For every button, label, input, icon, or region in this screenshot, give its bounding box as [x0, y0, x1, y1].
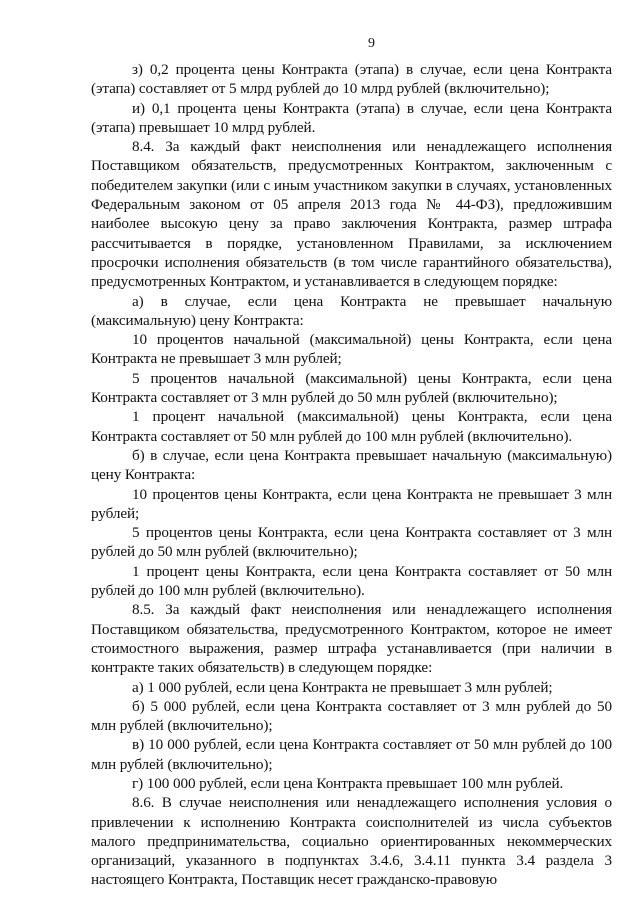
- page-number: 9: [368, 36, 375, 51]
- clause-8-6: 8.6. В случае неисполнения или ненадлежащего исполнения условия о привлечении к исполнению Контракта соисполнителей из числа субъектов малого предпринимательства, социально ориентированных некоммерческих организаций, указанного в подпунктах 3.4.6, 3.4.11 пункта 3.4 раздела 3 настоящего Контракта, Поставщик несет гражданско-правовую: [91, 794, 612, 889]
- clause-8-4: 8.4. За каждый факт неисполнения или ненадлежащего исполнения Поставщиком обязательств, предусмотренных Контрактом, заключенным с победителем закупки (или с иным участником закупки в случаях, установленных Федеральным законом от 05 апреля 2013 года № 44-ФЗ), предложившим наиболее высокую цену за право заключения Контракта, размер штрафа рассчитывается в порядке, установленном Правилами, за исключением просрочки исполнения обязательств (в том числе гарантийного обязательства), предусмотренных Контрактом, и устанавливается в следующем порядке:: [91, 138, 612, 291]
- clause-8-4-b-item-3: 1 процент цены Контракта, если цена Контракта составляет от 50 млн рублей до 100 млн рублей (включительно).: [91, 562, 612, 600]
- clause-8-4-a-item-3: 1 процент начальной (максимальной) цены Контракта, если цена Контракта составляет от 50 млн рублей до 100 млн рублей (включительно).: [91, 408, 612, 445]
- clause-8-4-b-item-2: 5 процентов цены Контракта, если цена Контракта составляет от 3 млн рублей до 50 млн рублей (включительно);: [91, 524, 612, 561]
- clause-8-4-b: б) в случае, если цена Контракта превышает начальную (максимальную) цену Контракта:: [91, 446, 612, 484]
- clause-8-5-v: в) 10 000 рублей, если цена Контракта составляет от 50 млн рублей до 100 млн рублей (включительно);: [91, 736, 612, 773]
- clause-8-5: 8.5. За каждый факт неисполнения или ненадлежащего исполнения Поставщиком обязательства, предусмотренного Контрактом, которое не имеет стоимостного выражения, размер штрафа устанавливается (при наличии в контракте таких обязательств) в следующем порядке:: [91, 601, 612, 677]
- clause-8-5-a: а) 1 000 рублей, если цена Контракта не превышает 3 млн рублей;: [132, 678, 553, 696]
- clause-8-4-a-item-2: 5 процентов начальной (максимальной) цены Контракта, если цена Контракта составляет от 3 млн рублей до 50 млн рублей (включительно);: [91, 369, 612, 407]
- paragraph-i: и) 0,1 процента цены Контракта (этапа) в случае, если цена Контракта (этапа) превышает 10 млрд рублей.: [91, 99, 612, 136]
- clause-8-4-b-item-1: 10 процентов цены Контракта, если цена Контракта не превышает 3 млн рублей;: [91, 485, 612, 522]
- clause-8-5-b: б) 5 000 рублей, если цена Контракта составляет от 3 млн рублей до 50 млн рублей (включительно);: [91, 697, 612, 735]
- clause-8-4-a: а) в случае, если цена Контракта не превышает начальную (максимальную) цену Контракта:: [91, 292, 612, 329]
- document-body: [91, 60, 612, 890]
- clause-8-4-a-item-1: 10 процентов начальной (максимальной) цены Контракта, если цена Контракта не превышает 3 млн рублей;: [91, 331, 612, 368]
- clause-8-5-g: г) 100 000 рублей, если цена Контракта превышает 100 млн рублей.: [132, 774, 564, 792]
- paragraph-z: з) 0,2 процента цены Контракта (этапа) в случае, если цена Контракта (этапа) составляет от 5 млрд рублей до 10 млрд рублей (включительно);: [91, 61, 612, 98]
